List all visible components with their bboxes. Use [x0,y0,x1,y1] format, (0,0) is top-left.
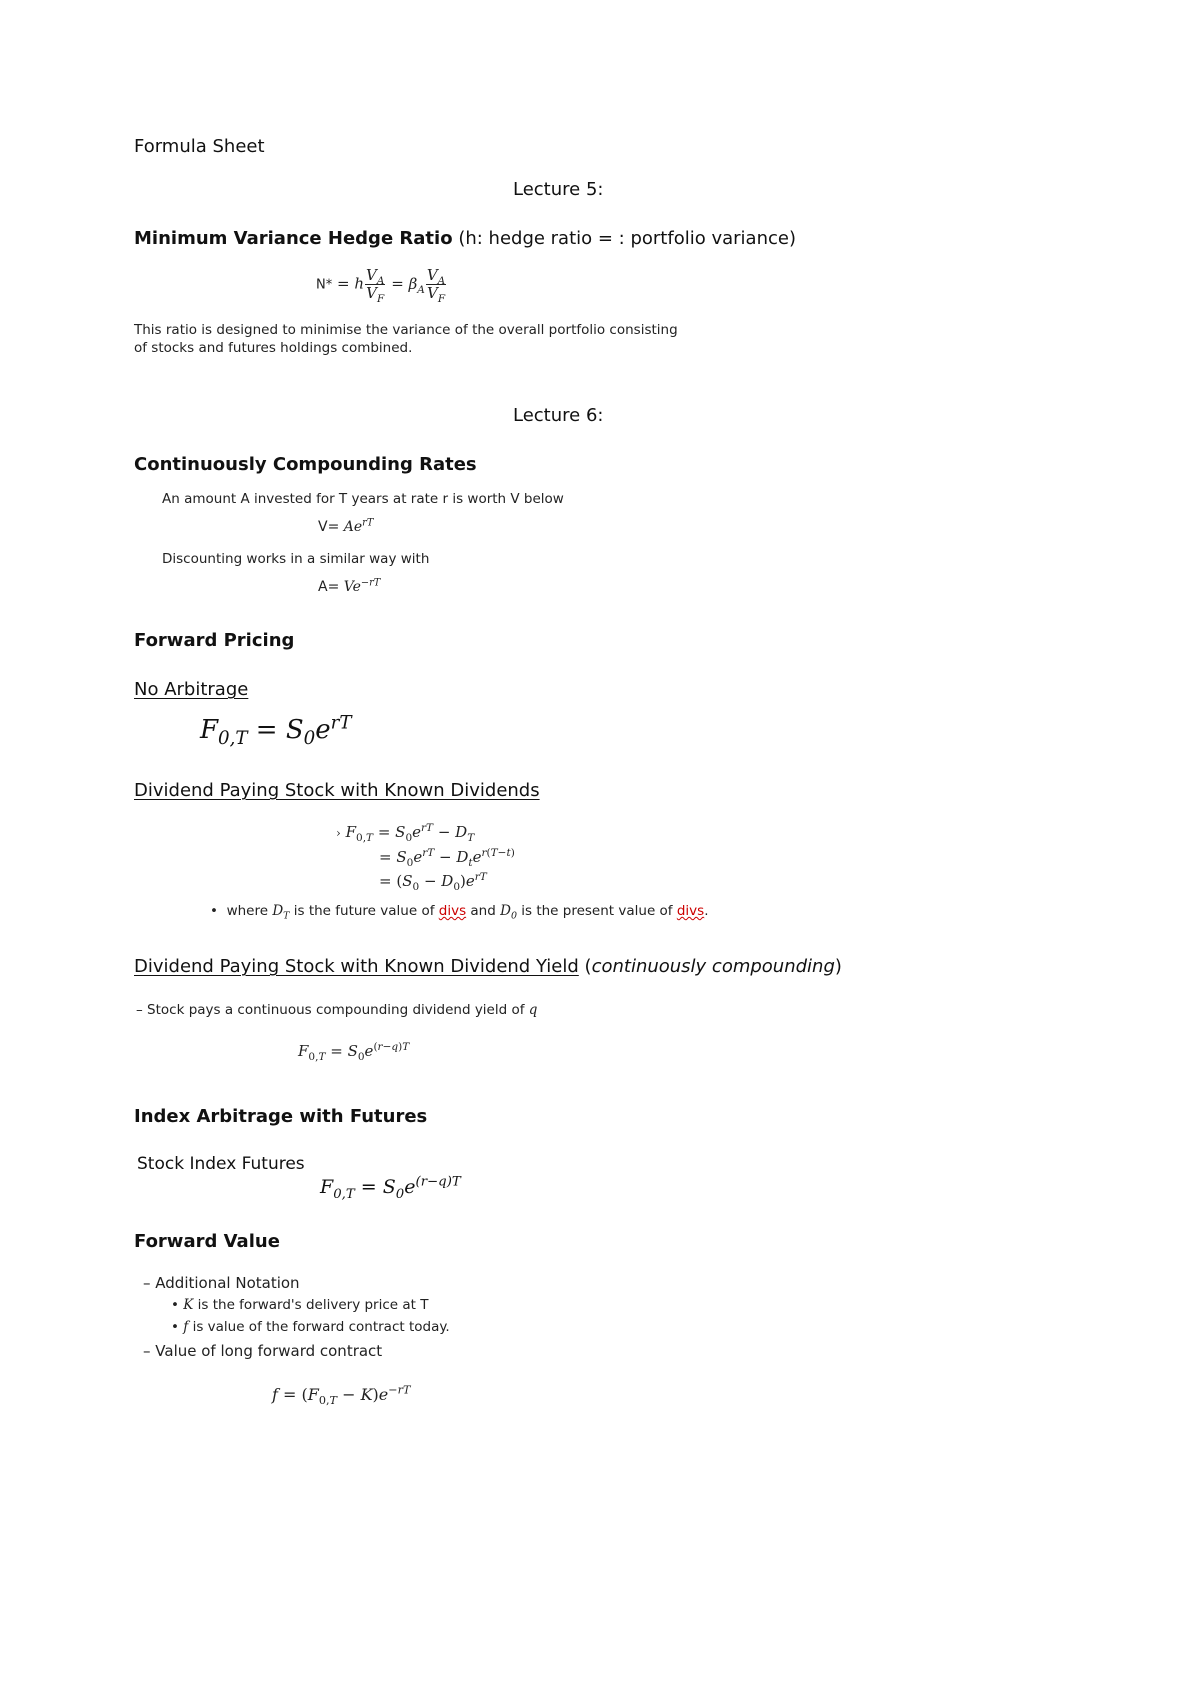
no-arbitrage-heading: No Arbitrage [134,679,249,700]
forward-value-heading: Forward Value [134,1231,280,1252]
div-yield-heading: Dividend Paying Stock with Known Dividend Yield (continuously compounding) [134,956,842,977]
mvhr-note-line2: of stocks and futures holdings combined. [134,340,413,356]
div-yield-paren-text: continuously compounding [591,956,835,977]
stock-index-formula: $F_{0,T} = S_0e^{(r-q)T}$ [320,1174,461,1202]
bullet-icon: • [210,903,218,919]
div-note-mid: is the future value of [293,903,435,919]
lecture-6-heading: Lecture 6: [513,405,604,426]
div-yield-formula: $F_{0,T} = S_0e^{(r-q)T}$ [298,1041,410,1063]
fv-notation: – Additional Notation [143,1274,300,1292]
fv-f-text: is value of the forward contract today. [192,1319,450,1335]
ccr-line2: Discounting works in a similar way with [162,551,430,567]
stock-index-label: Stock Index Futures [137,1154,305,1174]
div-known-heading: Dividend Paying Stock with Known Dividends [134,780,540,801]
lecture-5-heading: Lecture 5: [513,179,604,200]
div-yield-line-text: Stock pays a continuous compounding dividend yield of [147,1002,525,1018]
div-yield-line: – Stock pays a continuous compounding dividend yield of q [136,1002,538,1018]
index-arbitrage-heading: Index Arbitrage with Futures [134,1106,428,1127]
fv-notation-text: Additional Notation [155,1274,300,1292]
ccr-line1: An amount A invested for T years at rate r is worth V below [162,491,564,507]
fv-formula: $f = (F_{0,T} - K)e^{-rT}$ [272,1383,411,1408]
div-note-divs-2: divs [676,903,705,919]
page-title: Formula Sheet [134,136,265,157]
fv-k-text: is the forward's delivery price at T [197,1297,429,1313]
div-note-mid2: and [470,903,496,919]
div-known-formula: › $F_{0,T} = S_0e^{rT} - D_T$ = $S_0e^{rT} - D_te^{r(T-t)}$ = $(S_0 - D_0)e^{rT}$ [336,822,515,893]
div-yield-heading-text: Dividend Paying Stock with Known Dividend Yield [134,956,579,977]
bullet-icon: • [171,1297,179,1313]
fv-f-line: • f is value of the forward contract today. [171,1319,450,1335]
mvhr-heading [134,228,796,249]
mvhr-formula: N* = h $\frac{V_A}{V_F}$ = $\beta_A$ $\frac{V_A}{V_F}$ [316,266,446,305]
fv-long-line: – Value of long forward contract [143,1342,383,1360]
no-arbitrage-formula: $F_{0,T} = S_0e^{rT}$ [200,712,352,750]
div-note-divs-1: divs [438,903,467,919]
fv-long-text: Value of long forward contract [155,1342,383,1360]
ccr-formula-v: $V= Ae^{rT}$ [318,517,374,535]
div-note-pre: where [226,903,269,919]
div-known-note: • where $D_T$ is the future value of divs and $D_0$ is the present value of divs. [210,903,709,922]
ccr-heading: Continuously Compounding Rates [134,454,477,475]
bullet-icon: • [171,1319,179,1335]
div-note-end: is the present value of [521,903,673,919]
mvhr-note-line1: This ratio is designed to minimise the variance of the overall portfolio consisting [134,322,678,338]
ccr-formula-a: $A= Ve^{-rT}$ [318,577,381,595]
forward-pricing-heading: Forward Pricing [134,630,295,651]
fv-k-line: • K is the forward's delivery price at T [171,1297,429,1313]
mvhr-heading-rest: (h: hedge ratio = : portfolio variance) [458,228,796,249]
mvhr-heading-bold: Minimum Variance Hedge Ratio [134,228,453,249]
